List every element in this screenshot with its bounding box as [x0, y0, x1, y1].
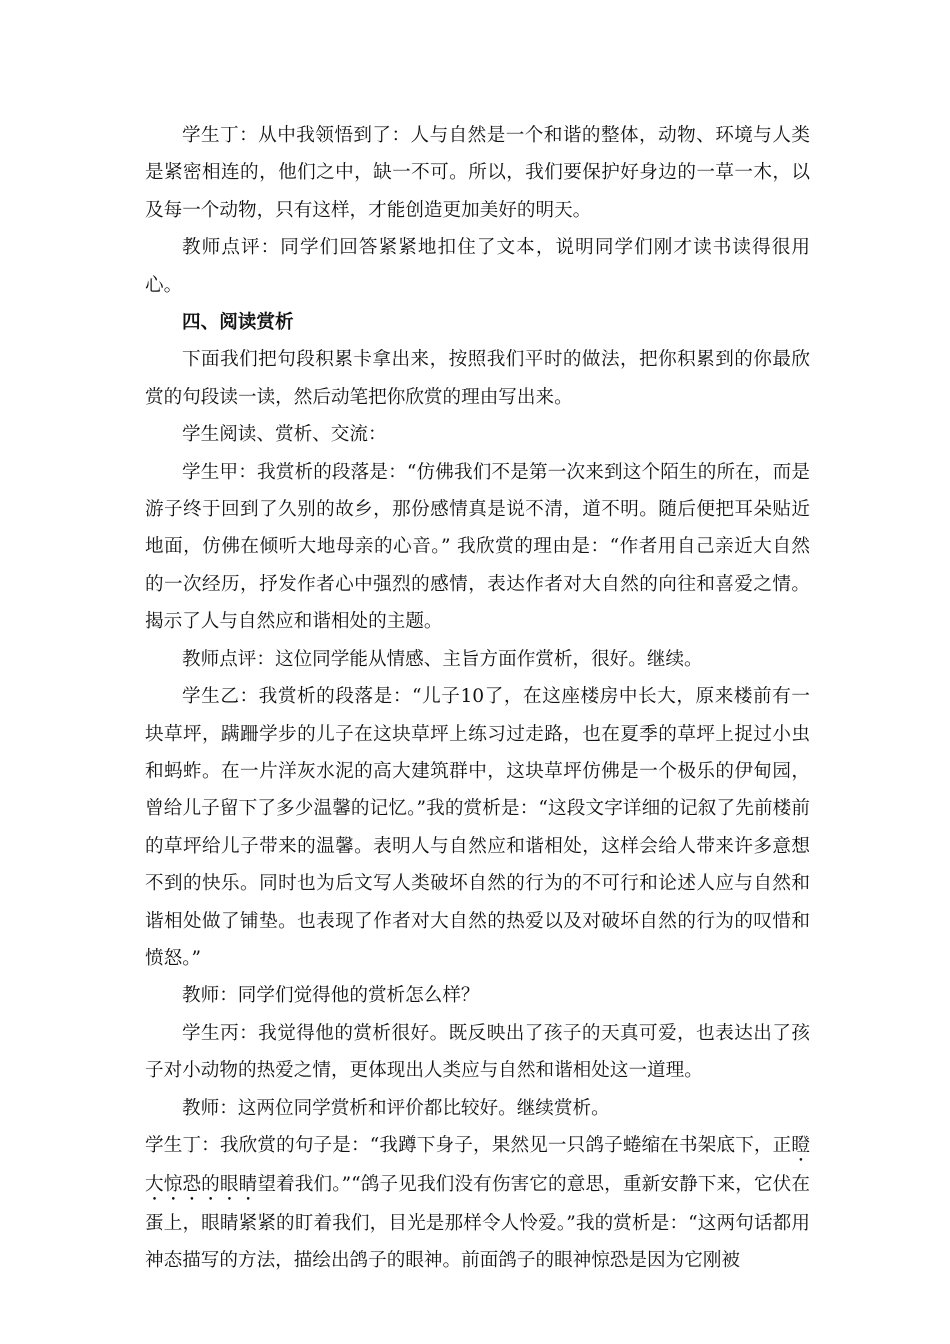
paragraph-teacher-comment-1: 教师点评：同学们回答紧紧地扣住了文本，说明同学们刚才读书读得很用心。: [145, 237, 810, 296]
paragraph-student-ding-reflection: 学生丁：从中我领悟到了：人与自然是一个和谐的整体，动物、环境与人类是紧密相连的，他们之中，缺一不可。所以，我们要保护好身边的一草一木，以及每一个动物，只有这样，才能创造更加美好的明天。: [145, 125, 810, 221]
paragraph-teacher-question: 教师：同学们觉得他的赏析怎么样？: [182, 985, 480, 1007]
emphasized-text: 瞪大惊恐的眼睛: [145, 1134, 810, 1195]
paragraph-student-activity: 学生阅读、赏析、交流：: [182, 424, 387, 446]
paragraph-student-bing: 学生丙：我觉得他的赏析很好。既反映出了孩子的天真可爱，也表达出了孩子对小动物的热爱之情，更体现出人类应与自然和谐相处这一道理。: [145, 1022, 810, 1082]
paragraph-instruction: 下面我们把句段积累卡拿出来，按照我们平时的做法，把你积累到的你最欣赏的句段读一读，然后动笔把你欣赏的理由写出来。: [145, 349, 810, 408]
paragraph-teacher-comment-2: 教师点评：这位同学能从情感、主旨方面作赏析，很好。继续。: [182, 648, 703, 670]
text-run: 望着我们。”“鸽子见我们没有伤害它的意思，重新安静下来，它伏在蛋上，眼睛紧紧的盯着我们，目光是那样令人怜爱。”我的赏析是：“这两句话都用神态描写的方法，描绘出鸽子的眼神。前面鸽子的眼神惊恐是因为它刚被: [145, 1173, 810, 1272]
paragraph-teacher-continue: 教师：这两位同学赏析和评价都比较好。继续赏析。: [182, 1097, 610, 1119]
paragraph-student-jia: 学生甲：我赏析的段落是：“仿佛我们不是第一次来到这个陌生的所在，而是游子终于回到了久别的故乡，那份感情真是说不清，道不明。随后便把耳朵贴近地面，仿佛在倾听大地母亲的心音。” 我欣赏的理由是：“作者用自己亲近大自然的一次经历，抒发作者心中强烈的感情，表达作者对大自然的向往和喜爱之情。揭示了人与自然应和谐相处的主题。: [145, 461, 810, 633]
section-heading-reading-appreciation: 四、阅读赏析: [182, 312, 294, 334]
paragraph-student-ding-appreciation: [145, 1127, 810, 1280]
document-page: [145, 117, 810, 1280]
text-run: 学生丁：我欣赏的句子是：“我蹲下身子，果然见一只鸽子蜷缩在书架底下，正: [145, 1134, 792, 1156]
paragraph-student-yi: 学生乙：我赏析的段落是：“儿子10了，在这座楼房中长大，原来楼前有一块草坪，蹒跚学步的儿子在这块草坪上练习过走路，也在夏季的草坪上捉过小虫和蚂蚱。在一片洋灰水泥的高大建筑群中，这块草坪仿佛是一个极乐的伊甸园，曾给儿子留下了多少温馨的记忆。”我的赏析是：“这段文字详细的记叙了先前楼前的草坪给儿子带来的温馨。表明人与自然应和谐相处，这样会给人带来许多意想不到的快乐。同时也为后文写人类破坏自然的行为的不可行和论述人应与自然和谐相处做了铺垫。也表现了作者对大自然的热爱以及对破坏自然的行为的叹惜和愤怒。”: [145, 686, 810, 969]
